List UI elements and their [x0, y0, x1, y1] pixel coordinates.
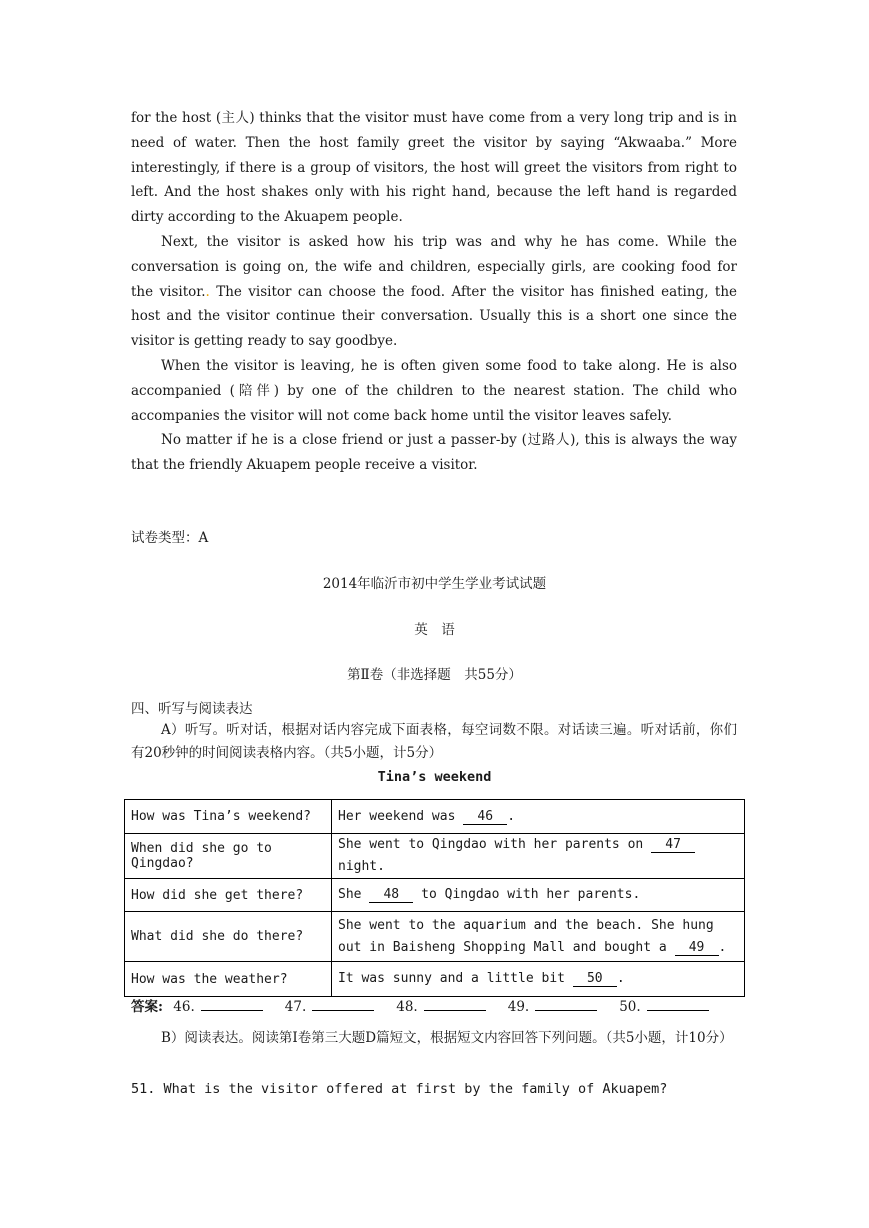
table-row	[125, 962, 745, 997]
blank-47[interactable]: 47	[651, 838, 695, 853]
blank-49[interactable]: 49	[675, 941, 719, 956]
answer-label: 答案:	[131, 999, 163, 1015]
exam-title: 2014年临沂市初中学生学业考试试题	[322, 576, 547, 592]
blank-48[interactable]: 48	[369, 888, 413, 903]
answer-blank[interactable]	[647, 998, 709, 1011]
answer-cell: She 48 to Qingdao with her parents.	[332, 879, 745, 912]
subject-title: 英 语	[414, 622, 455, 638]
blank-50[interactable]: 50	[573, 972, 617, 987]
question-cell: How was the weather?	[125, 962, 332, 997]
blank-46[interactable]: 46	[463, 810, 507, 825]
passage-paragraph-2	[131, 230, 737, 354]
volume-title: 第Ⅱ卷（非选择题 共55分）	[347, 667, 522, 683]
answer-cell: She went to the aquarium and the beach. She hung out in Baisheng Shopping Mall and bought a 49 .	[332, 912, 745, 962]
answer-cell: It was sunny and a little bit 50 .	[332, 962, 745, 997]
answer-blank[interactable]	[424, 998, 486, 1011]
table-row	[125, 879, 745, 912]
passage-paragraph-4: No matter if he is a close friend or just a passer-by (过路人), this is always the way that the friendly Akuapem people receive a visitor.	[131, 432, 737, 474]
answer-line	[131, 995, 731, 1015]
table-row	[125, 800, 745, 834]
part-b-text: B）阅读表达。阅读第Ⅰ卷第三大题D篇短文，根据短文内容回答下列问题。（共5小题，计10分）	[161, 1030, 733, 1046]
answer-cell: Her weekend was 46 .	[332, 800, 745, 834]
listening-table	[124, 799, 745, 997]
passage-paragraph-2-end: The visitor can choose the food. After the visitor has finished eating, the host and the visitor continue their conversation. Usually this is a short one since the visitor is getting ready to say goodbye.	[131, 283, 737, 350]
table-row	[125, 912, 745, 962]
section-4-title: 四、听写与阅读表达	[131, 701, 253, 717]
answer-blank[interactable]	[201, 998, 263, 1011]
passage-paragraph-3: When the visitor is leaving, he is often given some food to take along. He is also accompanied (陪伴) by one of the children to the nearest station. The child who accompanies the visitor will not come back home until the visitor leaves safely.	[131, 357, 737, 424]
answer-item: 49.	[508, 999, 597, 1015]
reading-passage	[131, 106, 737, 478]
answer-item: 46.	[173, 999, 262, 1015]
paper-type: 试卷类型：A	[131, 530, 209, 546]
answer-item: 50.	[619, 999, 708, 1015]
part-a-text: A）听写。听对话，根据对话内容完成下面表格，每空词数不限。对话读三遍。听对话前，你们有20秒钟的时间阅读表格内容。（共5小题，计5分）	[131, 722, 737, 761]
answer-cell: She went to Qingdao with her parents on 47 night.	[332, 834, 745, 879]
passage-paragraph-2-start: Next, the visitor is asked how his trip was and why he has come. While the conversation is going on, the wife and children, especially girls, are cooking food for the visitor.	[131, 233, 737, 300]
question-cell: How did she get there?	[125, 879, 332, 912]
answer-item: 47.	[285, 999, 374, 1015]
part-a-instructions	[131, 719, 737, 765]
question-cell: How was Tina’s weekend?	[125, 800, 332, 834]
question-cell: What did she do there?	[125, 912, 332, 962]
table-row	[125, 834, 745, 879]
answer-blank[interactable]	[312, 998, 374, 1011]
question-cell: When did she go to Qingdao?	[125, 834, 332, 879]
highlight-mark: .	[205, 283, 210, 300]
table-title: Tina’s weekend	[377, 769, 492, 785]
part-b-instructions	[131, 1026, 737, 1051]
answer-blank[interactable]	[535, 998, 597, 1011]
question-51: 51. What is the visitor offered at first by the family of Akuapem?	[131, 1081, 668, 1097]
passage-paragraph-1: for the host (主人) thinks that the visitor must have come from a very long trip and is in need of water. Then the host family greet the visitor by saying “Akwaaba.” More interestingly, if there is a group of visitors, the host will greet the visitors from right to left. And the host shakes only with his right hand, because the left hand is regarded dirty according to the Akuapem people.	[131, 110, 737, 226]
answer-item: 48.	[396, 999, 485, 1015]
